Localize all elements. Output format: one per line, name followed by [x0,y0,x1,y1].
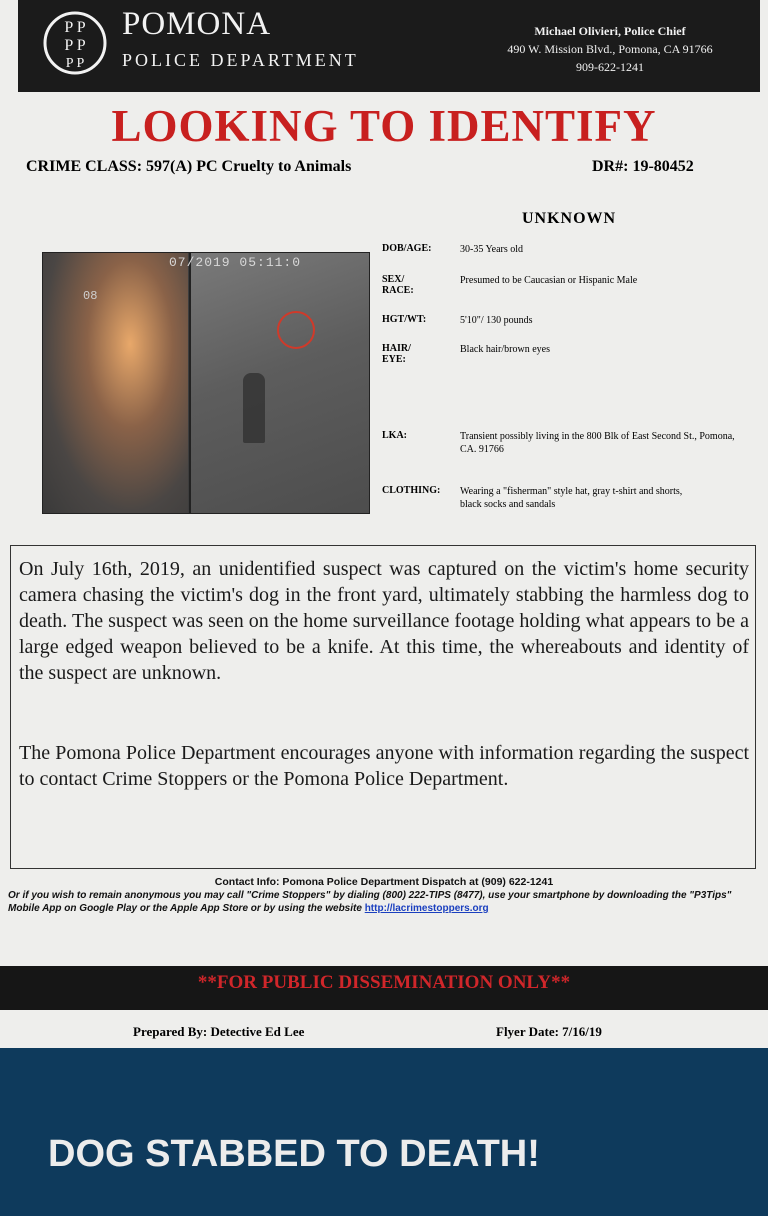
department-subtitle: POLICE DEPARTMENT [122,50,359,70]
department-header [18,0,760,92]
crime-class: CRIME CLASS: 597(A) PC Cruelty to Animals [26,158,352,175]
appeal-paragraph: The Pomona Police Department encourages anyone with information regarding the suspect to contact Crime Stoppers or the Pomona Police Department. [19,742,749,790]
lka-value: Transient possibly living in the 800 Blk of East Second St., Pomona, CA. 91766 [460,431,735,455]
hair-eye-value: Black hair/brown eyes [460,344,550,355]
dob-label: DOB/AGE: [382,243,432,254]
dr-number: DR#: 19-80452 [592,158,694,175]
camera-timestamp: 07/2019 05:11:0 [169,255,302,270]
prepared-by: Prepared By: Detective Ed Lee [133,1024,305,1039]
chief-block [480,22,740,76]
clothing-label: CLOTHING: [382,485,441,496]
suspect-figure [243,373,265,443]
dissemination-banner: **FOR PUBLIC DISSEMINATION ONLY** [0,966,768,1010]
chief-name: Michael Olivieri, Police Chief [534,24,686,38]
suspect-marker-circle [277,311,315,349]
clothing-value: Wearing a "fisherman" style hat, gray t-shirt and shorts, black socks and sandals [460,486,683,510]
sex-race-value: Presumed to be Caucasian or Hispanic Male [460,275,638,286]
svg-text:P P: P P [64,19,86,36]
height-weight-value: 5'10"/ 130 pounds [460,315,533,326]
dob-value: 30-35 Years old [460,244,524,255]
lka-label: LKA: [382,430,407,441]
camera-view-left [43,253,188,513]
flyer-title: LOOKING TO IDENTIFY [111,101,657,151]
suspect-heading: UNKNOWN [522,210,617,227]
svg-text:P P: P P [65,56,85,71]
sex-race-label: SEX/ RACE: [382,274,414,296]
height-weight-label: HGT/WT: [382,314,427,325]
flyer-date: Flyer Date: 7/16/19 [496,1024,602,1039]
incident-description-box [10,545,756,869]
department-phone: 909-622-1241 [576,60,644,74]
surveillance-photo [42,252,370,514]
department-address: 490 W. Mission Blvd., Pomona, CA 91766 [507,42,713,56]
dispatch-contact: Contact Info: Pomona Police Department Dispatch at (909) 622-1241 [214,876,554,888]
crime-stoppers-link[interactable]: http://lacrimestoppers.org [364,903,489,914]
incident-paragraph: On July 16th, 2019, an unidentified suspect was captured on the victim's home security camera chasing the victim's dog in the front yard, ultimately stabbing the harmless dog to death. The suspect was seen on the home surveillance footage holding what appears to be a large edged weapon believed to be a knife. At this time, the whereabouts and identity of the suspect are unknown. [19,558,749,684]
anonymous-tip-text: Or if you wish to remain anonymous you may call "Crime Stoppers" by dialing (800) 222-TIPS (8477), use your smartphone by downloading the "P3Tips" Mobile App on Google Play or the Apple App Store or by using the website [8,890,732,914]
contact-info [8,876,760,915]
police-seal-icon [40,10,110,76]
hair-eye-label: HAIR/ EYE: [382,343,411,365]
news-headline: DOG STABBED TO DEATH! [48,1133,540,1175]
department-name: POMONA [122,6,272,42]
camera-label: 08 [83,289,98,303]
camera-view-right [189,253,370,513]
svg-text:P P: P P [64,37,86,54]
